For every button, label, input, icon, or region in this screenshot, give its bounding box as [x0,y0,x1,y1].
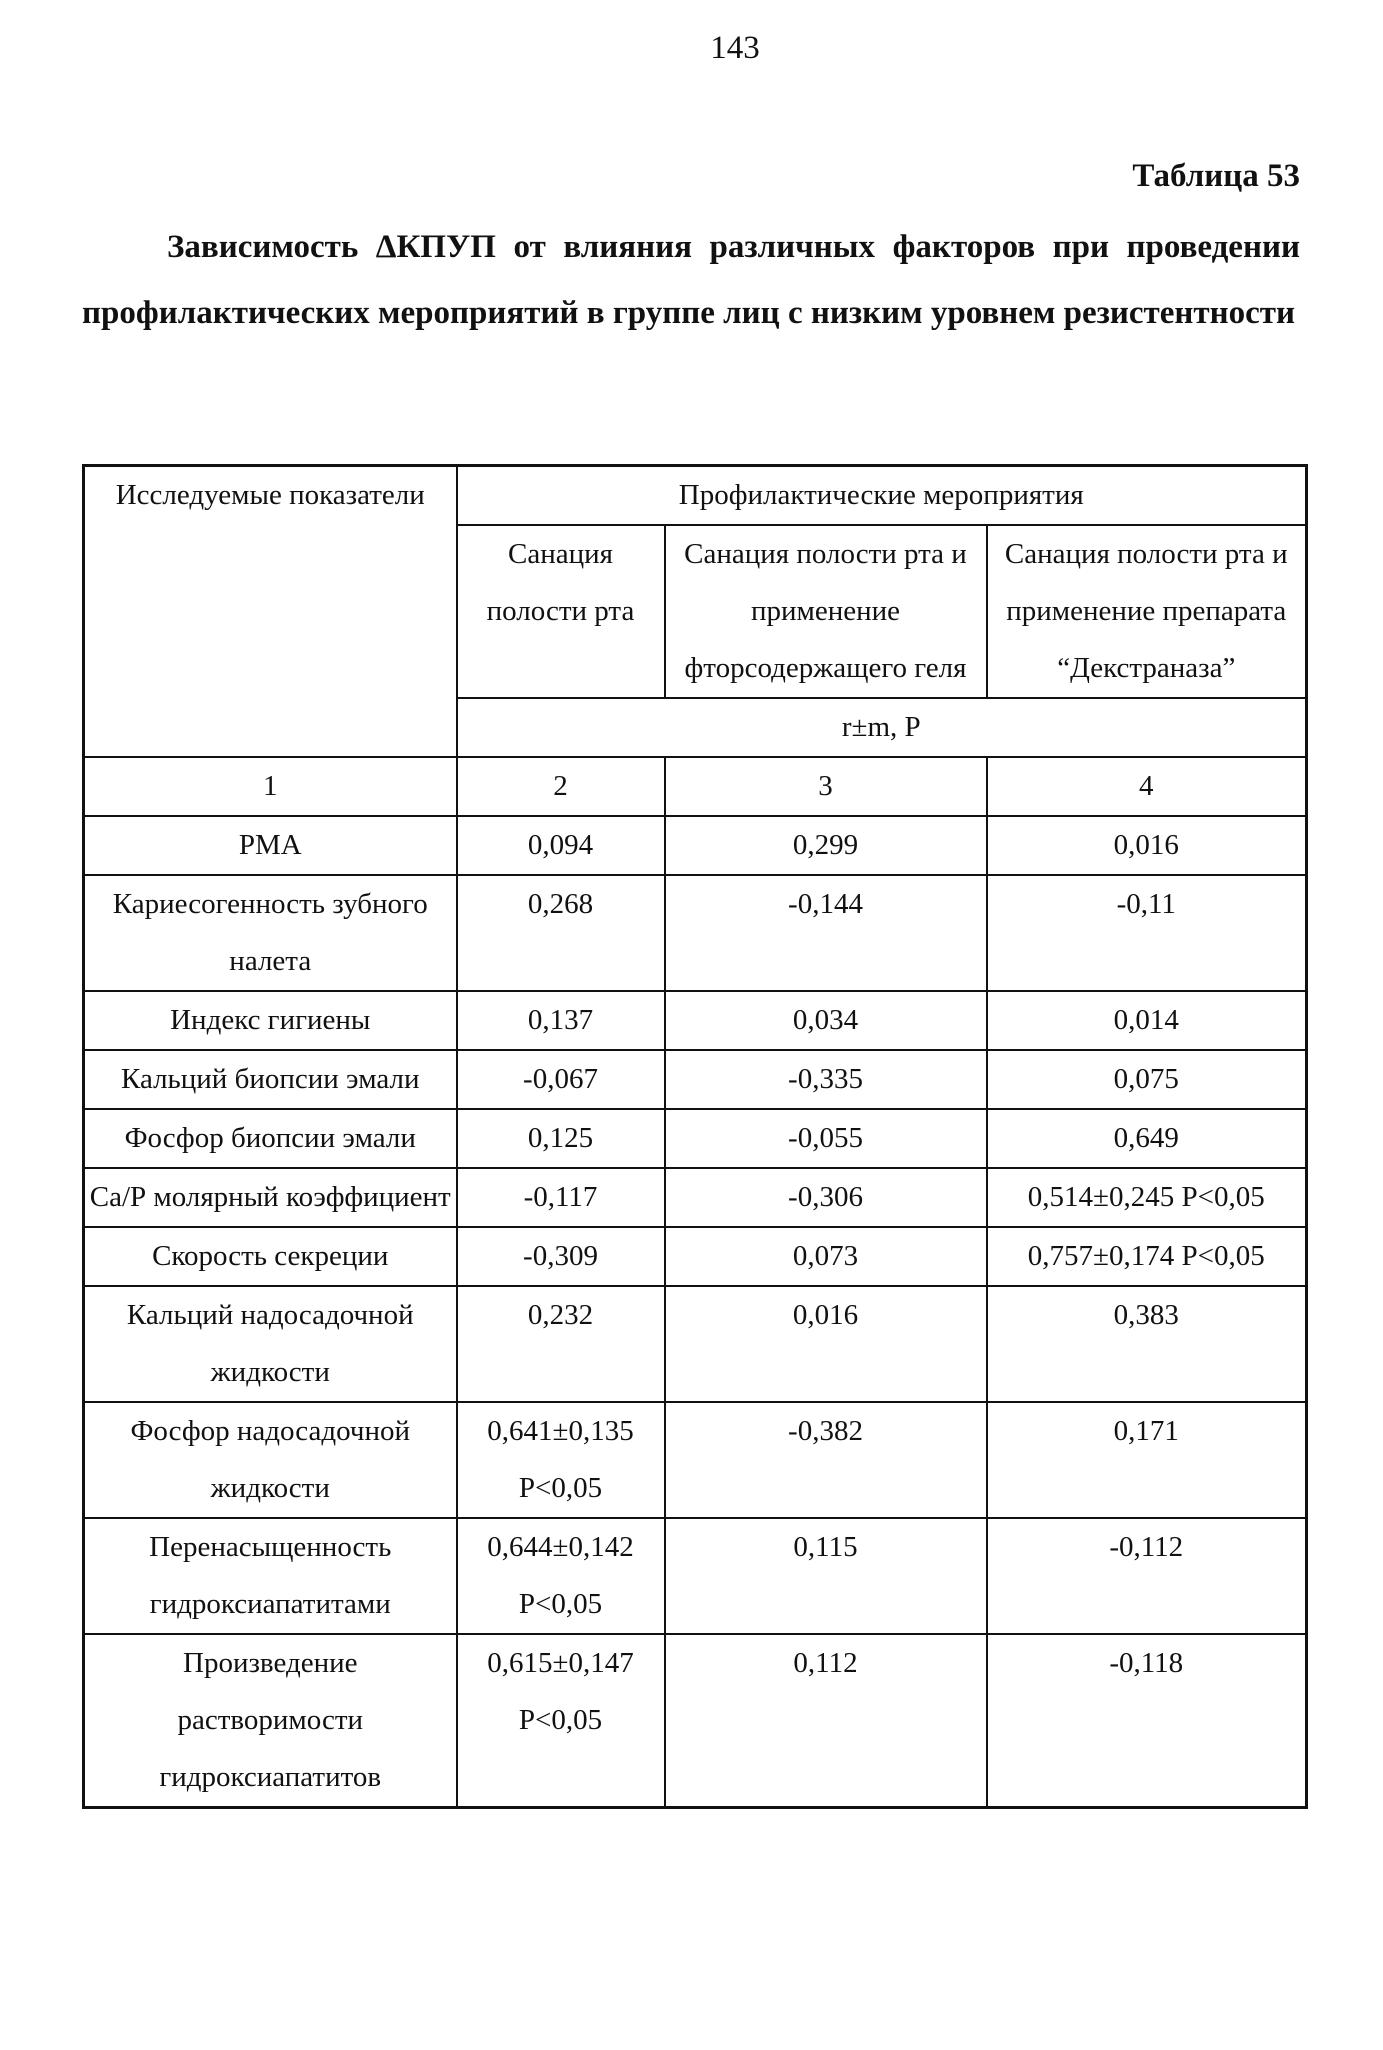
table-row [84,1402,1307,1518]
cell-value: 0,073 [665,1227,987,1286]
cell-value: 0,075 [987,1050,1307,1109]
cell-value: 0,016 [987,816,1307,875]
cell-value: 0,137 [457,991,665,1050]
cell-value: -0,117 [457,1168,665,1227]
cell-value: -0,118 [987,1634,1307,1808]
row-indicator: РМА [84,816,457,875]
cell-value: -0,144 [665,875,987,991]
page-number: 143 [710,30,760,66]
header-indicators: Исследуемые показатели [84,466,457,758]
row-indicator: Фосфор надосадочной жидкости [84,1402,457,1518]
cell-value: -0,309 [457,1227,665,1286]
table-row [84,1518,1307,1634]
cell-value: 0,757±0,174 Р<0,05 [987,1227,1307,1286]
cell-value: 0,615±0,147 Р<0,05 [457,1634,665,1808]
cell-value: 0,641±0,135 Р<0,05 [457,1402,665,1518]
cell-value: 0,125 [457,1109,665,1168]
row-indicator: Индекс гигиены [84,991,457,1050]
table-row [84,1050,1307,1109]
cell-value: 0,232 [457,1286,665,1402]
row-indicator: Са/Р молярный коэффициент [84,1168,457,1227]
table-row [84,816,1307,875]
cell-value: 0,112 [665,1634,987,1808]
row-indicator: Кальций надосадочной жидкости [84,1286,457,1402]
cell-value: -0,067 [457,1050,665,1109]
column-number: 1 [84,757,457,816]
table-row [84,875,1307,991]
column-number: 3 [665,757,987,816]
cell-value: 0,383 [987,1286,1307,1402]
table-label: Таблица 53 [1132,158,1300,194]
row-indicator: Фосфор биопсии эмали [84,1109,457,1168]
row-indicator: Перенасыщенность гидроксиапатитами [84,1518,457,1634]
header-measures-group: Профилактические мероприятия [457,466,1307,526]
cell-value: 0,514±0,245 Р<0,05 [987,1168,1307,1227]
row-indicator: Кальций биопсии эмали [84,1050,457,1109]
cell-value: -0,306 [665,1168,987,1227]
table-row [84,1227,1307,1286]
cell-value: 0,014 [987,991,1307,1050]
table-row [84,991,1307,1050]
table-caption: Зависимость ΔКПУП от влияния различных факторов при проведении профилактических мероприятий в группе лиц с низким уровнем резистентности [82,229,1300,331]
header-stat: r±m, P [457,698,1307,757]
cell-value: -0,11 [987,875,1307,991]
header-col-2: Санация полости рта [457,525,665,698]
table-row [84,1286,1307,1402]
cell-value: 0,649 [987,1109,1307,1168]
cell-value: -0,382 [665,1402,987,1518]
table-row [84,1634,1307,1808]
header-row-1 [84,466,1307,526]
cell-value: 0,016 [665,1286,987,1402]
row-indicator: Кариесогенность зубного налета [84,875,457,991]
cell-value: -0,112 [987,1518,1307,1634]
cell-value: 0,171 [987,1402,1307,1518]
table-row [84,1168,1307,1227]
row-indicator: Произведение растворимости гидроксиапатитов [84,1634,457,1808]
column-number: 2 [457,757,665,816]
cell-value: -0,055 [665,1109,987,1168]
cell-value: 0,115 [665,1518,987,1634]
header-col-3: Санация полости рта и применение фторсодержащего геля [665,525,987,698]
row-indicator: Скорость секреции [84,1227,457,1286]
column-number-row [84,757,1307,816]
column-number: 4 [987,757,1307,816]
cell-value: 0,268 [457,875,665,991]
data-table [82,464,1308,1809]
table-row [84,1109,1307,1168]
header-col-4: Санация полости рта и применение препарата “Декстраназа” [987,525,1307,698]
cell-value: 0,034 [665,991,987,1050]
cell-value: 0,094 [457,816,665,875]
cell-value: -0,335 [665,1050,987,1109]
cell-value: 0,299 [665,816,987,875]
cell-value: 0,644±0,142 Р<0,05 [457,1518,665,1634]
